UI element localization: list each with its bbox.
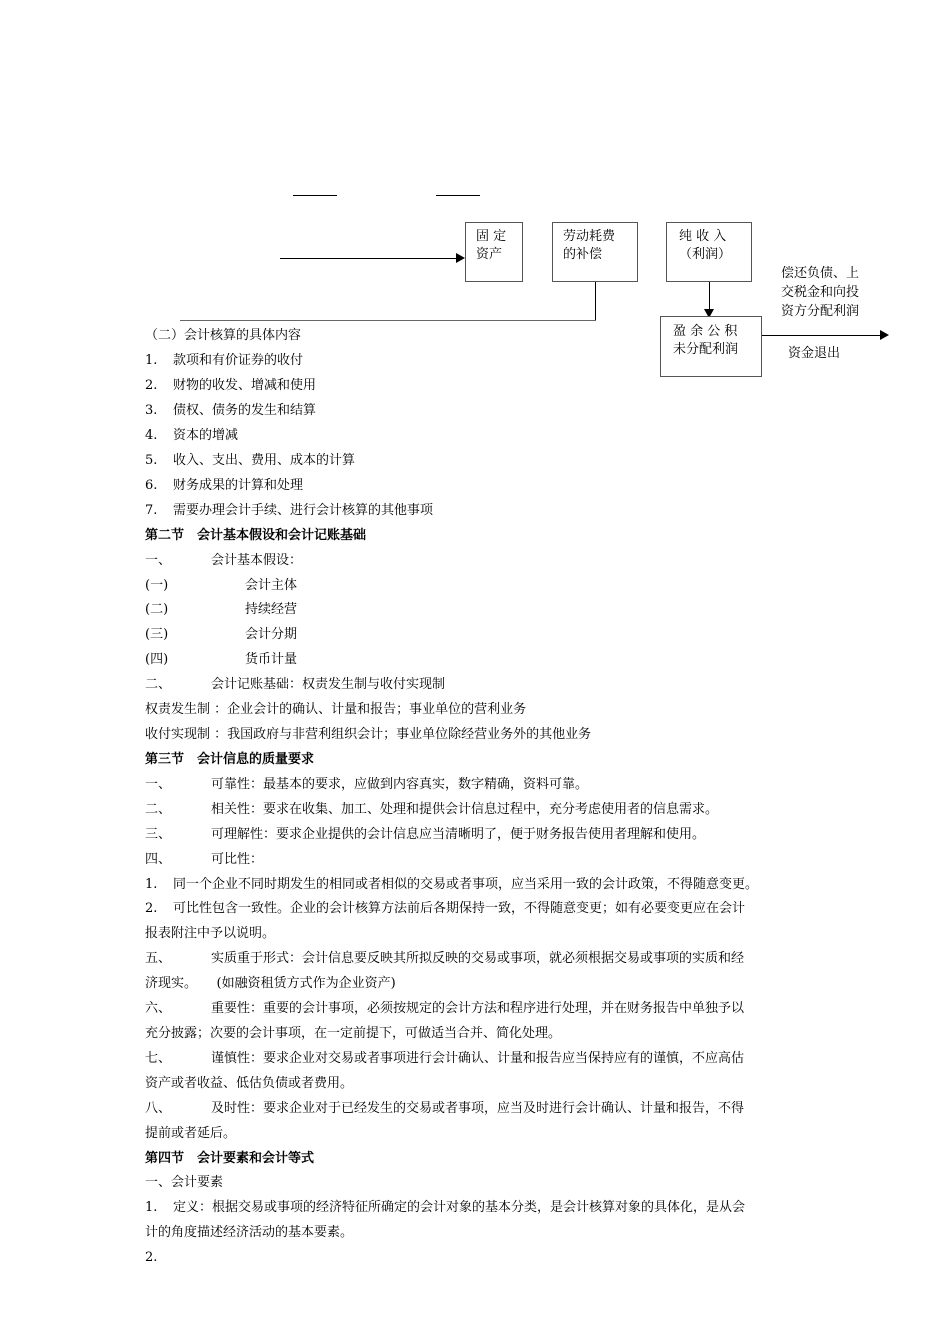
- item-number: 2.: [145, 901, 158, 916]
- list-item: [145, 351, 303, 371]
- comparability-item: [145, 875, 758, 895]
- item-text: 可靠性：最基本的要求，应做到内容真实，数字精确，资料可靠。: [211, 777, 589, 792]
- item-text: 可理解性：要求企业提供的会计信息应当清晰明了，便于财务报告使用者理解和使用。: [211, 827, 706, 842]
- item-text: 财物的收发、增减和使用: [173, 378, 317, 393]
- assumption-item: [145, 576, 297, 596]
- arrow-head-fixed-assets: [456, 253, 465, 263]
- quality-item-cont: 济现实。 (如融资租赁方式作为企业资产): [145, 976, 396, 991]
- quality-item-cont: 资产或者收益、低估负债或者费用。: [145, 1076, 354, 1091]
- quality-item-cont: 提前或者延后。: [145, 1126, 237, 1141]
- item-number: 七、: [145, 1051, 172, 1066]
- item-number: 5.: [145, 453, 158, 468]
- list-item: [145, 501, 433, 521]
- accrual-basis-line: 权责发生制 ：企业会计的确认、计量和报告；事业单位的营利业务: [145, 702, 527, 717]
- item-text: 会计基本假设：: [211, 553, 303, 568]
- item-text: 可比性包含一致性。企业的会计核算方法前后各期保持一致，不得随意变更；如有必要变更应在会计: [173, 901, 746, 916]
- item-number: (三): [145, 627, 169, 642]
- next-item-number: 2.: [145, 1250, 158, 1265]
- quality-item: [145, 825, 705, 845]
- item-text: 需要办理会计手续、进行会计核算的其他事项: [173, 503, 434, 518]
- item-text: 债权、债务的发生和结算: [173, 403, 317, 418]
- list-item: [145, 426, 238, 446]
- quality-item: [145, 775, 588, 795]
- item-number: 4.: [145, 428, 158, 443]
- item-number: 四、: [145, 852, 172, 867]
- item-text: 重要性：重要的会计事项，必须按规定的会计方法和程序进行处理，并在财务报告中单独予以: [211, 1001, 745, 1016]
- item-number: 7.: [145, 503, 158, 518]
- labor-bottom-line: [180, 320, 596, 321]
- section4-subheading: 一、会计要素: [145, 1175, 224, 1190]
- item-text: 收入、支出、费用、成本的计算: [173, 453, 356, 468]
- item-number: (二): [145, 602, 169, 617]
- item-number: 二、: [145, 677, 172, 692]
- exit-arrow-head: [880, 330, 889, 340]
- content-heading: （二）会计核算的具体内容: [145, 328, 302, 343]
- comparability-item: [145, 899, 745, 919]
- income-down-line: [709, 282, 710, 310]
- arrow-line-to-fixed-assets: [280, 258, 458, 259]
- exit-arrow-line: [762, 335, 882, 336]
- list-item: [145, 376, 316, 396]
- item-text: 资本的增减: [173, 428, 239, 443]
- item-number: 八、: [145, 1101, 172, 1116]
- labor-down-line: [595, 282, 596, 320]
- item-text: 同一个企业不同时期发生的相同或者相似的交易或者事项，应当采用一致的会计政策，不得随意变更。: [173, 877, 759, 892]
- box-fixed-assets: 固 定 资产: [465, 222, 523, 282]
- quality-item: [145, 949, 744, 969]
- section3-title: 第三节 会计信息的质量要求: [145, 752, 315, 767]
- box-surplus-reserve: 盈 余 公 积 未分配利润: [660, 316, 762, 377]
- item-text: 相关性：要求在收集、加工、处理和提供会计信息过程中，充分考虑使用者的信息需求。: [211, 802, 719, 817]
- box-net-income: 纯 收 入 （利润）: [666, 222, 752, 282]
- quality-item-cont: 充分披露；次要的会计事项，在一定前提下，可做适当合并、简化处理。: [145, 1026, 562, 1041]
- quality-item: [145, 999, 744, 1019]
- item-number: 二、: [145, 802, 172, 817]
- item-text: 会计分期: [245, 627, 298, 642]
- item-number: 1.: [145, 353, 158, 368]
- item-number: 3.: [145, 403, 158, 418]
- box-labor-compensation: 劳动耗费 的补偿: [552, 222, 638, 282]
- section2-title: 第二节 会计基本假设和会计记账基础: [145, 528, 367, 543]
- definition-cont: 计的角度描述经济活动的基本要素。: [145, 1225, 354, 1240]
- item-text: 谨慎性：要求企业对交易或者事项进行会计确认、计量和报告应当保持应有的谨慎，不应高估: [211, 1051, 745, 1066]
- item-number: (一): [145, 578, 169, 593]
- section2-basis-heading: [145, 675, 445, 695]
- section2-assumptions-heading: [145, 551, 302, 571]
- item-number: 2.: [145, 378, 158, 393]
- quality-item: [145, 850, 263, 870]
- item-number: 一、: [145, 553, 172, 568]
- item-text: 定义：根据交易或事项的经济特征所确定的会计对象的基本分类，是会计核算对象的具体化，是从会: [173, 1200, 746, 1215]
- comparability-cont: 报表附注中予以说明。: [145, 926, 276, 941]
- quality-item: [145, 1049, 744, 1069]
- item-number: 1.: [145, 877, 158, 892]
- assumption-item: [145, 625, 297, 645]
- note-distribution: 偿还负债、上 交税金和向投 资方分配利润: [781, 266, 860, 319]
- item-number: 五、: [145, 951, 172, 966]
- item-text: 款项和有价证券的收付: [173, 353, 304, 368]
- quality-item: [145, 800, 718, 820]
- section4-title: 第四节 会计要素和会计等式: [145, 1151, 315, 1166]
- quality-item: [145, 1099, 744, 1119]
- item-text: 及时性：要求企业对于已经发生的交易或者事项，应当及时进行会计确认、计量和报告，不得: [211, 1101, 745, 1116]
- list-item: [145, 451, 355, 471]
- list-item: [145, 476, 303, 496]
- item-number: 一、: [145, 777, 172, 792]
- item-number: 六、: [145, 1001, 172, 1016]
- item-text: 持续经营: [245, 602, 298, 617]
- item-text: 实质重于形式：会计信息要反映其所拟反映的交易或事项，就必须根据交易或事项的实质和经: [211, 951, 745, 966]
- item-text: 会计记账基础：权责发生制与收付实现制: [211, 677, 446, 692]
- item-text: 货币计量: [245, 652, 298, 667]
- item-number: 1.: [145, 1200, 158, 1215]
- definition-item: [145, 1198, 745, 1218]
- assumption-item: [145, 650, 297, 670]
- note-fund-exit: 资金退出: [788, 346, 841, 361]
- list-item: [145, 401, 316, 421]
- top-rule-right: [436, 195, 480, 196]
- item-number: 三、: [145, 827, 172, 842]
- item-number: (四): [145, 652, 169, 667]
- item-number: 6.: [145, 478, 158, 493]
- top-rule-left: [293, 195, 337, 196]
- cash-basis-line: 收付实现制 ：我国政府与非营利组织会计；事业单位除经营业务外的其他业务: [145, 727, 592, 742]
- item-text: 财务成果的计算和处理: [173, 478, 304, 493]
- item-text: 会计主体: [245, 578, 298, 593]
- item-text: 可比性：: [211, 852, 264, 867]
- assumption-item: [145, 600, 297, 620]
